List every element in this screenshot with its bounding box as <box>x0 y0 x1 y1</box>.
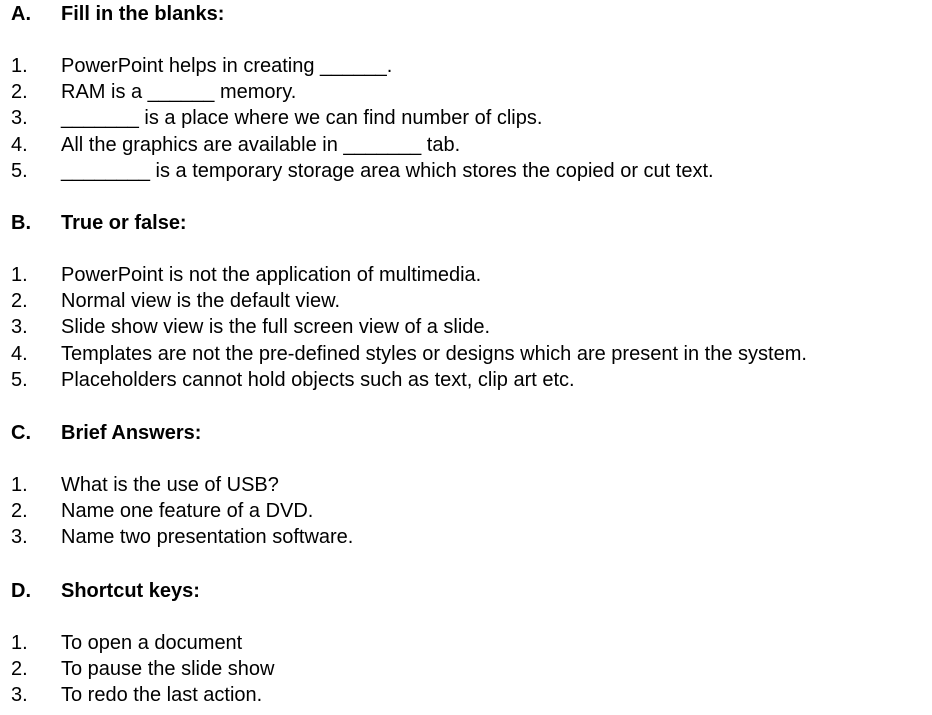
question-item <box>0 367 932 393</box>
section-heading <box>0 1 932 27</box>
question-number: 2. <box>11 81 28 104</box>
question-list <box>0 472 932 551</box>
question-text: PowerPoint is not the application of multimedia. <box>61 264 482 286</box>
question-item <box>0 314 932 340</box>
section-fill-in-the-blanks <box>0 1 932 184</box>
question-number: 3. <box>11 684 28 707</box>
question-text: Name one feature of a DVD. <box>61 500 314 523</box>
question-text: ________ is a temporary storage area which stores the copied or cut text. <box>61 159 714 182</box>
question-number: 1. <box>11 632 28 654</box>
section-heading <box>0 210 932 236</box>
question-item <box>0 262 932 288</box>
question-item <box>0 682 932 708</box>
question-item <box>0 79 932 105</box>
question-text: To redo the last action. <box>61 684 263 707</box>
question-number: 2. <box>11 500 28 523</box>
question-text: Templates are not the pre-defined styles or designs which are present in the system. <box>61 342 807 365</box>
question-list <box>0 53 932 184</box>
question-text: PowerPoint helps in creating ______. <box>61 55 393 77</box>
question-number: 3. <box>11 526 28 549</box>
question-item <box>0 105 932 131</box>
question-text: RAM is a ______ memory. <box>61 81 297 104</box>
question-text: To pause the slide show <box>61 658 275 681</box>
question-item <box>0 472 932 498</box>
question-text: _______ is a place where we can find number of clips. <box>61 107 543 130</box>
question-item <box>0 630 932 656</box>
question-text: All the graphics are available in _______ tab. <box>61 133 461 156</box>
question-number: 3. <box>11 107 28 130</box>
section-letter: D. <box>11 580 31 602</box>
question-number: 2. <box>11 658 28 681</box>
section-true-or-false <box>0 210 932 393</box>
section-shortcut-keys <box>0 578 932 709</box>
question-list <box>0 262 932 393</box>
section-letter: A. <box>11 3 31 25</box>
question-number: 4. <box>11 342 28 365</box>
question-number: 4. <box>11 133 28 156</box>
question-number: 1. <box>11 474 28 496</box>
question-number: 2. <box>11 290 28 313</box>
question-list <box>0 630 932 709</box>
question-item <box>0 53 932 79</box>
section-brief-answers <box>0 420 932 551</box>
section-heading <box>0 420 932 446</box>
question-number: 3. <box>11 316 28 339</box>
section-letter: B. <box>11 212 31 234</box>
question-item <box>0 498 932 524</box>
section-title: Fill in the blanks: <box>61 3 225 25</box>
question-number: 5. <box>11 159 28 182</box>
question-number: 1. <box>11 264 28 286</box>
section-letter: C. <box>11 422 31 444</box>
question-item <box>0 524 932 550</box>
question-text: Name two presentation software. <box>61 526 354 549</box>
section-title: Brief Answers: <box>61 422 202 444</box>
section-title: True or false: <box>61 212 187 234</box>
question-text: Slide show view is the full screen view of a slide. <box>61 316 491 339</box>
question-text: To open a document <box>61 632 243 654</box>
question-text: Placeholders cannot hold objects such as text, clip art etc. <box>61 368 575 391</box>
question-item <box>0 341 932 367</box>
question-text: Normal view is the default view. <box>61 290 341 313</box>
section-title: Shortcut keys: <box>61 580 200 602</box>
question-item <box>0 158 932 184</box>
question-number: 1. <box>11 55 28 77</box>
question-item <box>0 656 932 682</box>
question-text: What is the use of USB? <box>61 474 279 496</box>
question-number: 5. <box>11 368 28 391</box>
section-heading <box>0 578 932 604</box>
question-item <box>0 132 932 158</box>
question-item <box>0 288 932 314</box>
